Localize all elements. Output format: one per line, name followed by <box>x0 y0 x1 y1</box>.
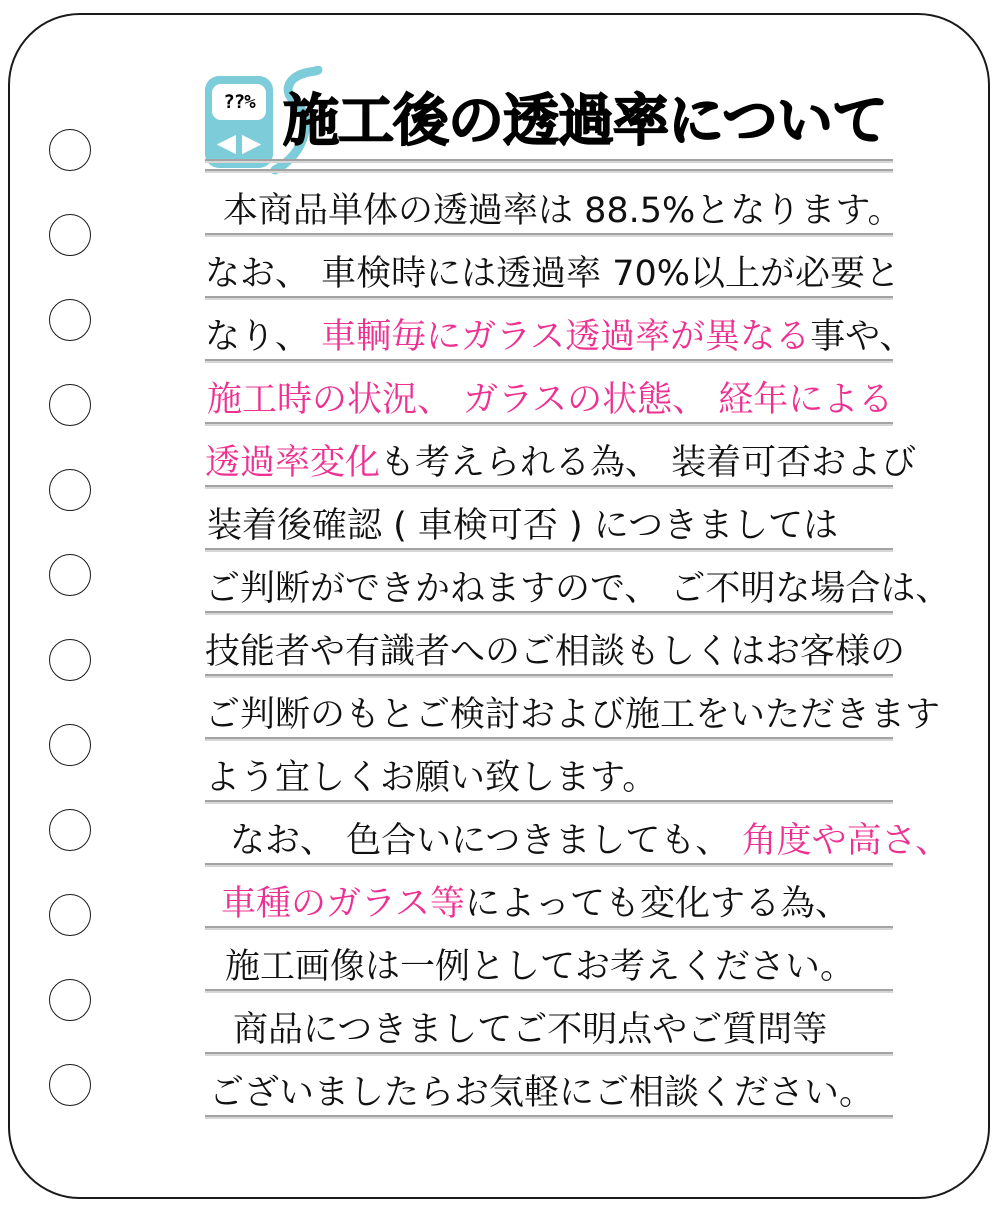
body-text-row <box>205 251 901 314</box>
text-segment: ございましたらお気軽にご相談ください。 <box>209 1073 875 1113</box>
highlighted-text: 車輌毎にガラス透過率が異なる <box>321 317 811 357</box>
meter-screen-text: ??% <box>223 91 255 113</box>
text-segment: 技能者や有識者へのご相談もしくはお客様の <box>205 632 906 672</box>
body-rows <box>205 188 951 1133</box>
ruled-line <box>205 611 893 615</box>
highlighted-text: 施工時の状況、 ガラスの状態、 経年による <box>207 380 894 420</box>
text-segment: ご判断のもとご検討および施工をいただきます <box>205 695 941 735</box>
binder-hole <box>49 554 91 596</box>
ruled-line <box>205 422 893 426</box>
title-underline-top <box>205 159 893 163</box>
body-text-row <box>205 503 893 566</box>
page-title: 施工後の透過率について <box>283 89 887 154</box>
body-text-row <box>205 440 917 503</box>
body-text-line <box>205 377 893 423</box>
body-text-row <box>205 1070 893 1133</box>
ruled-line <box>205 296 893 300</box>
arrow-left-icon: ◀ <box>216 128 236 157</box>
binder-hole <box>49 299 91 341</box>
ruled-line <box>205 548 893 552</box>
ruled-line <box>205 863 893 867</box>
text-segment: によっても変化する為、 <box>464 884 850 924</box>
body-text-row <box>205 188 903 251</box>
body-text-line <box>205 251 901 297</box>
text-segment: なお、 車検時には透過率 70%以上が必要と <box>205 254 901 294</box>
body-text-row <box>205 629 906 692</box>
highlighted-text: 角度や高さ、 <box>741 821 951 861</box>
body-text-line <box>205 692 941 738</box>
text-segment: 装着後確認 ( 車検可否 ) につきましては <box>207 506 839 546</box>
binder-hole <box>49 469 91 511</box>
text-segment: 施工画像は一例としてお考えください。 <box>225 947 856 987</box>
binder-hole <box>49 724 91 766</box>
meter-screen <box>212 84 266 120</box>
arrow-right-icon: ▶ <box>242 128 262 157</box>
body-text-line <box>205 629 906 675</box>
text-segment: なり、 <box>205 317 322 357</box>
body-text-row <box>205 566 951 629</box>
body-text-line <box>205 566 951 612</box>
body-text-row <box>205 377 893 440</box>
ruled-line <box>205 1115 893 1119</box>
ruled-line <box>205 926 893 930</box>
binder-hole <box>49 894 91 936</box>
ruled-line <box>205 989 893 993</box>
body-text-line <box>205 818 951 864</box>
binder-hole <box>49 1064 91 1106</box>
body-text-row <box>205 692 941 755</box>
text-segment: よう宜しくお願い致します。 <box>205 758 658 798</box>
ruled-line <box>205 800 893 804</box>
binder-hole <box>49 979 91 1021</box>
text-segment: も考えられる為、 装着可否および <box>380 443 917 483</box>
ruled-line <box>205 233 893 237</box>
body-text-line <box>205 188 903 234</box>
text-segment: 本商品単体の透過率は 88.5%となります。 <box>223 191 903 231</box>
binder-hole <box>49 384 91 426</box>
body-text-line <box>205 314 915 360</box>
binder-hole <box>49 214 91 256</box>
highlighted-text: 透過率変化 <box>205 443 381 483</box>
body-text-line <box>205 1070 893 1116</box>
body-text-row <box>205 314 915 377</box>
body-text-row <box>205 881 893 944</box>
body-text-line <box>205 1007 893 1053</box>
ruled-line <box>205 485 893 489</box>
body-text-line <box>205 503 893 549</box>
binder-hole <box>49 639 91 681</box>
body-text-row <box>205 818 951 881</box>
body-text-line <box>205 440 917 486</box>
body-text-row <box>205 944 893 1007</box>
ruled-line <box>205 674 893 678</box>
text-segment: 事や、 <box>810 317 915 357</box>
body-text-line <box>205 881 893 927</box>
binder-hole <box>49 129 91 171</box>
text-segment: ご判断ができかねますので、 ご不明な場合は、 <box>205 569 951 609</box>
title-underline-bottom <box>205 169 893 173</box>
body-text-row <box>205 1007 893 1070</box>
body-text-line <box>205 944 893 990</box>
ruled-line <box>205 359 893 363</box>
text-segment: なお、 色合いにつきましても、 <box>230 821 742 861</box>
ruled-line <box>205 737 893 741</box>
body-text-line <box>205 755 893 801</box>
ruled-line <box>205 1052 893 1056</box>
binder-hole <box>49 809 91 851</box>
body-text-row <box>205 755 893 818</box>
highlighted-text: 車種のガラス等 <box>221 884 465 924</box>
text-segment: 商品につきましてご不明点やご質問等 <box>233 1010 828 1050</box>
